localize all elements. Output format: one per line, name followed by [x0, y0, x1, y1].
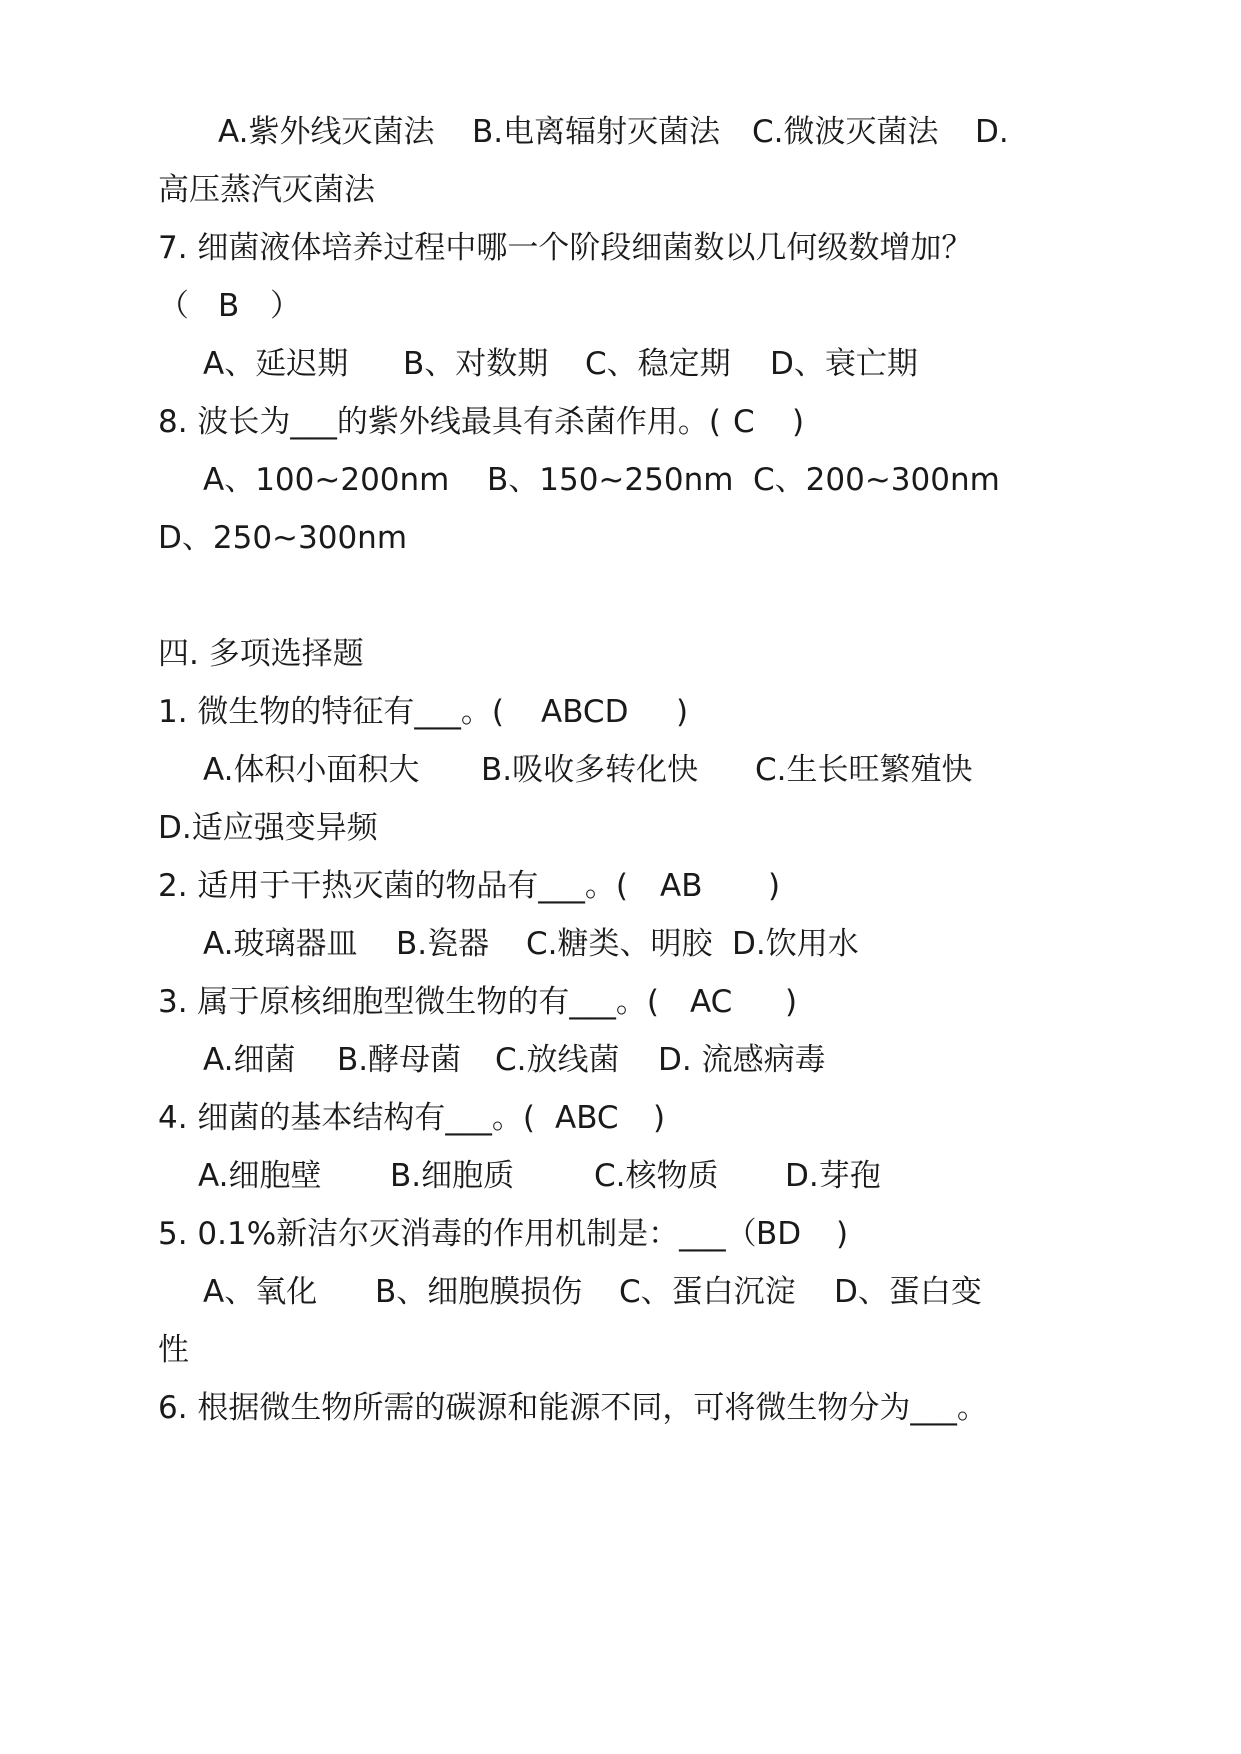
- mc3-answer: AC: [690, 984, 733, 1020]
- mc2-answer: AB: [660, 868, 703, 904]
- mc1-option-b: B.吸收多转化快: [481, 752, 699, 788]
- mc1-option-a: A.体积小面积大: [203, 752, 420, 788]
- q8-option-a: A、100~200nm: [203, 462, 450, 498]
- q7-option-a: A、延迟期: [203, 346, 349, 382]
- q8-option-c: C、200~300nm: [753, 462, 1000, 498]
- q8-option-d: D、250~300nm: [158, 520, 408, 556]
- q7-answer-open: （: [158, 288, 189, 324]
- mc4-option-c: C.核物质: [594, 1158, 719, 1194]
- mc-question-5: 5. 0.1%新洁尔灭消毒的作用机制是：___（: [158, 1216, 757, 1252]
- q7-option-d: D、衰亡期: [770, 346, 918, 382]
- mc1-answer-close: ): [676, 694, 689, 730]
- mc4-option-d: D.芽孢: [785, 1158, 881, 1194]
- mc5-option-a: A、氧化: [203, 1274, 318, 1310]
- q7-answer-close: ）: [270, 288, 301, 324]
- q6-option-c: C.微波灭菌法: [752, 114, 939, 150]
- q8-answer: C: [733, 404, 755, 440]
- q6-option-a: A.紫外线灭菌法: [218, 114, 435, 150]
- mc3-option-d: D. 流感病毒: [658, 1042, 826, 1078]
- mc3-option-a: A.细菌: [203, 1042, 296, 1078]
- q6-option-d-continued: 高压蒸汽灭菌法: [158, 172, 375, 208]
- mc5-option-b: B、细胞膜损伤: [375, 1274, 583, 1310]
- mc5-option-d: D、蛋白变: [834, 1274, 982, 1310]
- mc1-option-d: D.适应强变异频: [158, 810, 378, 846]
- mc1-answer: ABCD: [541, 694, 629, 730]
- mc4-answer-close: ): [653, 1100, 666, 1136]
- mc5-option-d-continued: 性: [158, 1332, 189, 1368]
- mc4-option-a: A.细胞壁: [198, 1158, 322, 1194]
- mc-question-1: 1. 微生物的特征有___。(: [158, 694, 505, 730]
- mc3-option-b: B.酵母菌: [337, 1042, 462, 1078]
- mc1-option-c: C.生长旺繁殖快: [755, 752, 973, 788]
- question-8: 8. 波长为___的紫外线最具有杀菌作用。(: [158, 404, 722, 440]
- mc3-answer-close: ): [785, 984, 798, 1020]
- mc2-answer-close: ): [768, 868, 781, 904]
- q7-answer: B: [218, 288, 240, 324]
- q8-option-b: B、150~250nm: [487, 462, 734, 498]
- mc2-option-b: B.瓷器: [396, 926, 490, 962]
- mc5-option-c: C、蛋白沉淀: [619, 1274, 796, 1310]
- q7-option-b: B、对数期: [403, 346, 549, 382]
- mc5-answer: BD: [756, 1216, 802, 1252]
- mc2-option-a: A.玻璃器皿: [203, 926, 358, 962]
- section-heading: 四. 多项选择题: [158, 636, 364, 672]
- mc2-option-d: D.饮用水: [732, 926, 859, 962]
- q6-option-b: B.电离辐射灭菌法: [472, 114, 721, 150]
- mc-question-3: 3. 属于原核细胞型微生物的有___。(: [158, 984, 660, 1020]
- mc3-option-c: C.放线菌: [495, 1042, 620, 1078]
- q8-answer-close: ): [792, 404, 805, 440]
- mc-question-2: 2. 适用于干热灭菌的物品有___。(: [158, 868, 629, 904]
- question-7: 7. 细菌液体培养过程中哪一个阶段细菌数以几何级数增加？: [158, 230, 973, 266]
- mc-question-4: 4. 细菌的基本结构有___。(: [158, 1100, 536, 1136]
- q6-option-d: D.: [975, 114, 1009, 150]
- mc-question-6: 6. 根据微生物所需的碳源和能源不同，可将微生物分为___。: [158, 1390, 988, 1426]
- q7-option-c: C、稳定期: [585, 346, 731, 382]
- mc4-answer: ABC: [555, 1100, 619, 1136]
- mc5-answer-close: ): [836, 1216, 849, 1252]
- mc4-option-b: B.细胞质: [390, 1158, 515, 1194]
- mc2-option-c: C.糖类、明胶: [526, 926, 713, 962]
